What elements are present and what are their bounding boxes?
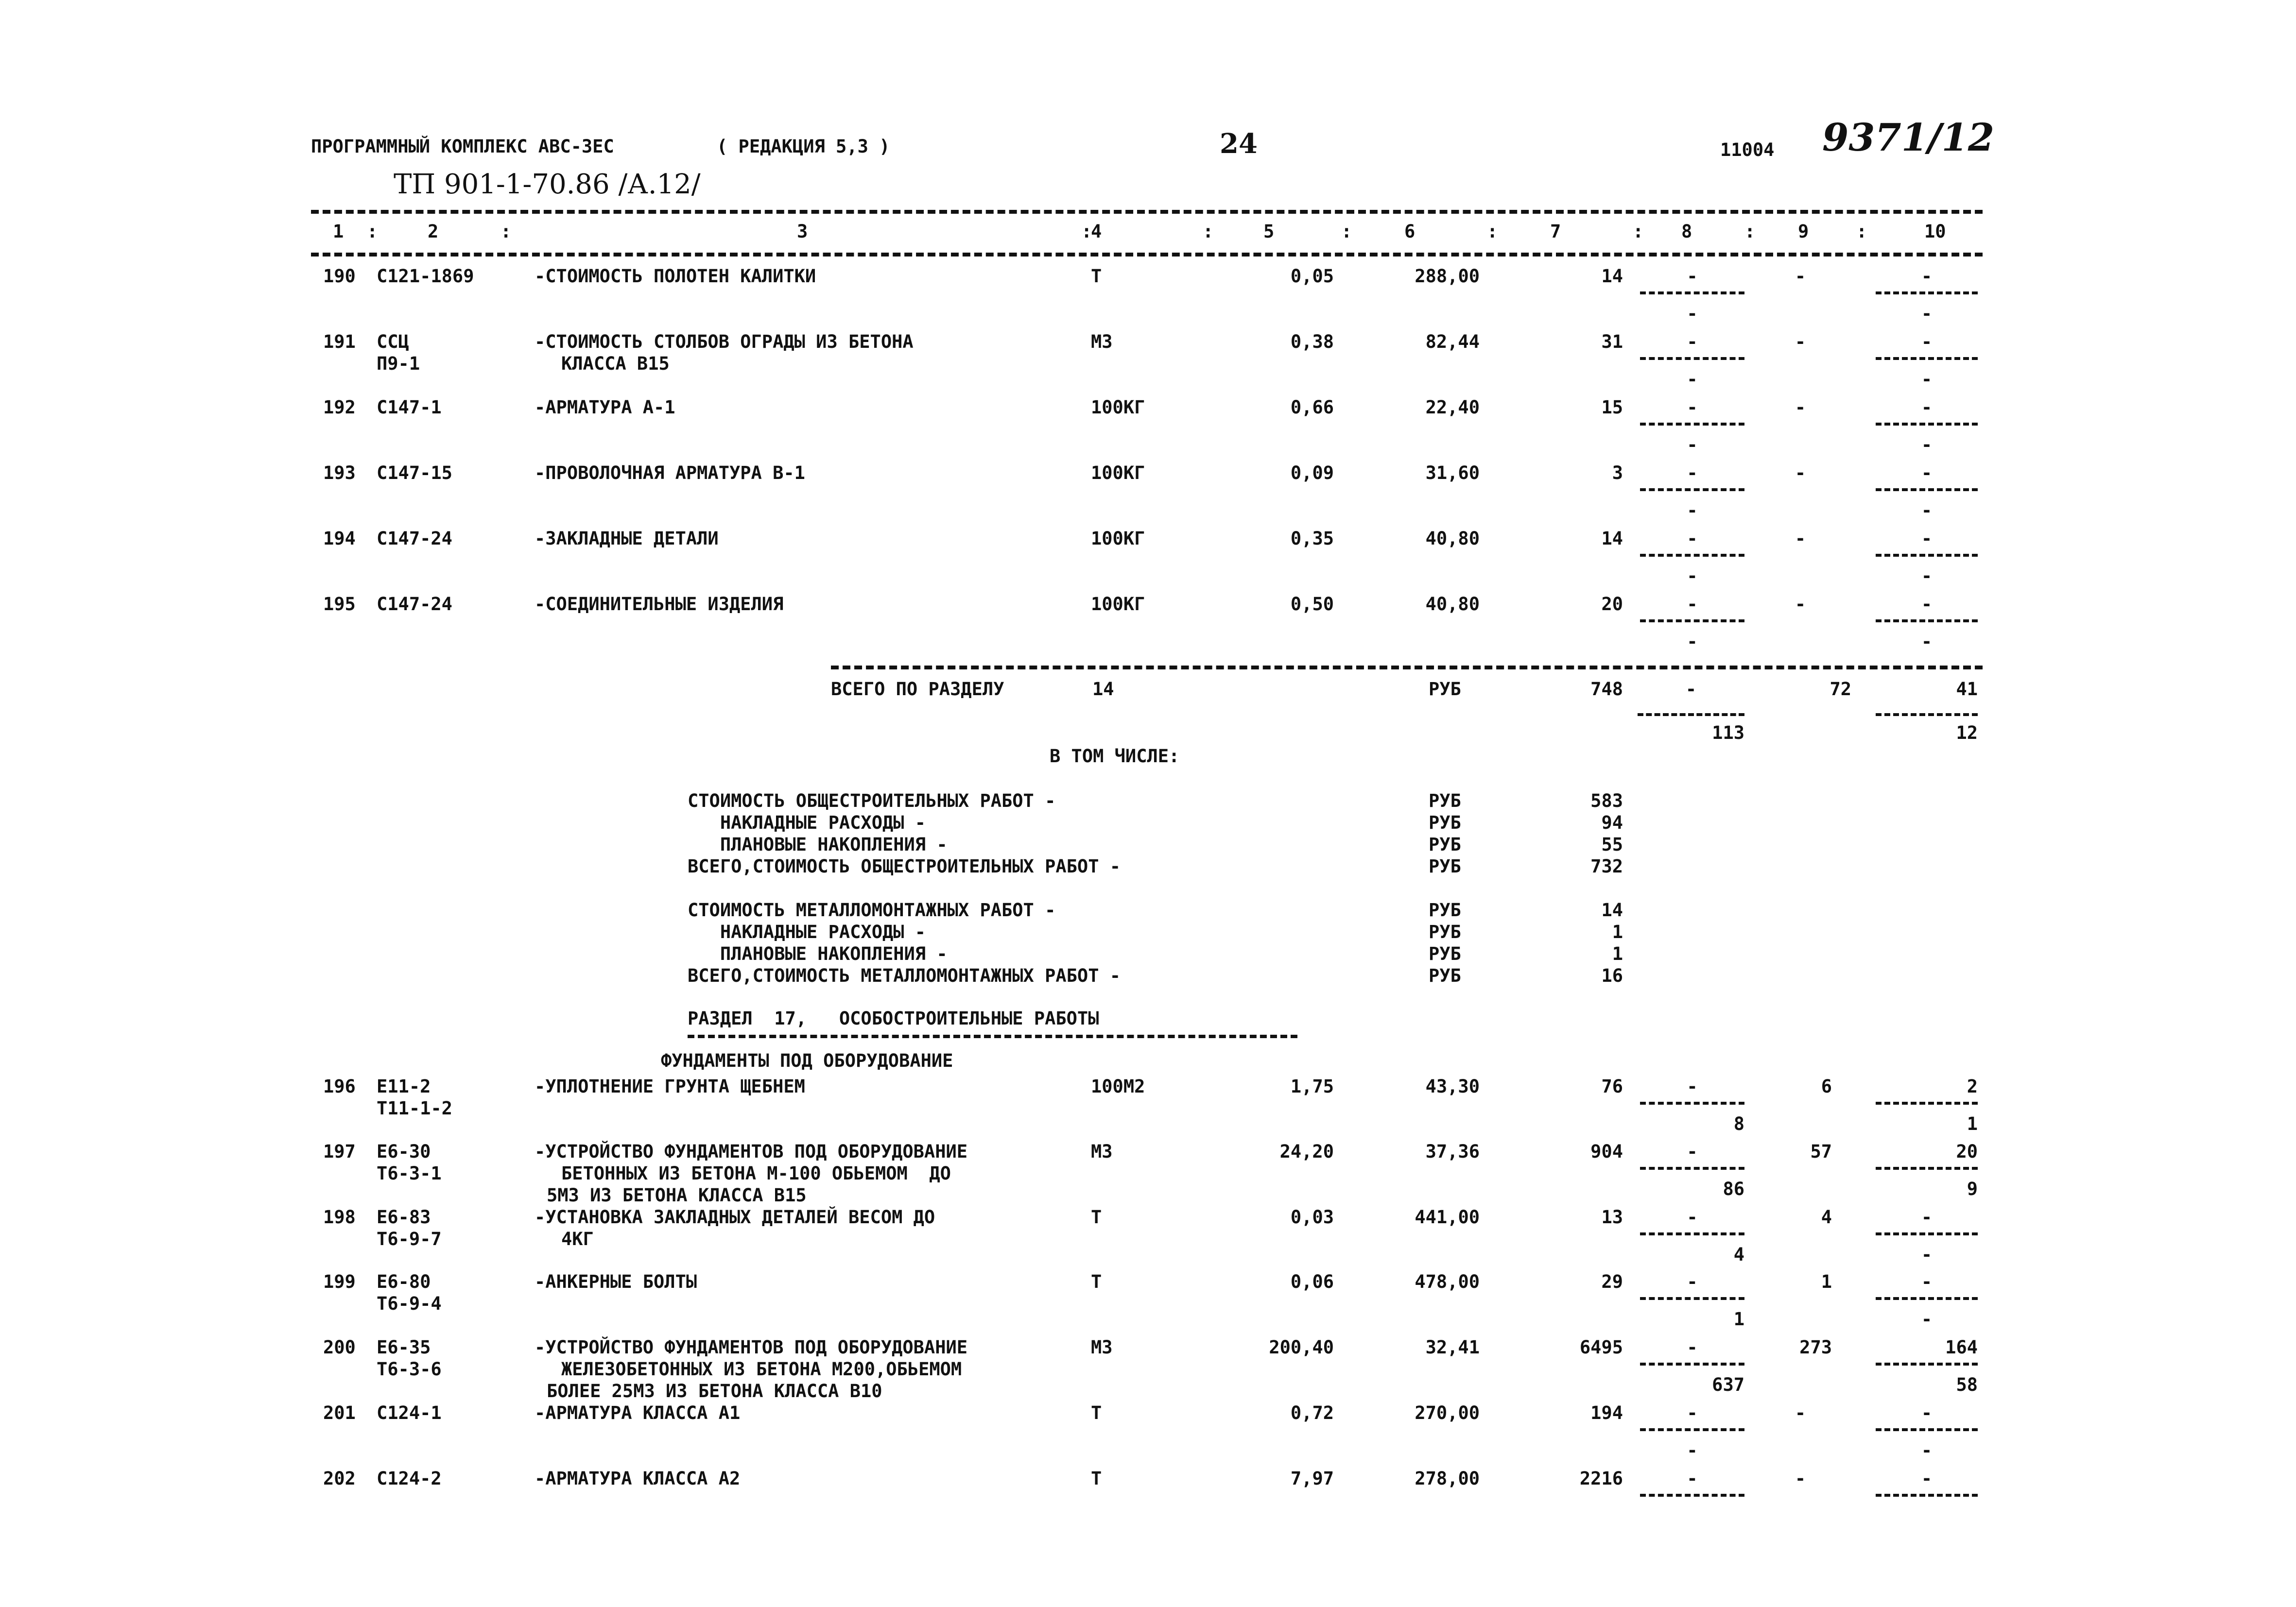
row-total: 29	[1601, 1271, 1623, 1292]
col8-separator	[1640, 423, 1744, 426]
summary-unit: РУБ	[1429, 834, 1461, 855]
row-description: -АРМАТУРА КЛАССА А2	[535, 1468, 741, 1489]
row-description-cont: БОЛЕЕ 25М3 ИЗ БЕТОНА КЛАССА В10	[547, 1381, 882, 1402]
summary-unit: РУБ	[1429, 922, 1461, 942]
doc-code: 11004	[1720, 139, 1775, 160]
row-col9: -	[1795, 1402, 1806, 1423]
row-code-secondary: Т6-9-4	[377, 1293, 442, 1314]
col10-separator	[1876, 1297, 1978, 1300]
row-col10-lower: -	[1921, 565, 1933, 586]
row-number: 198	[323, 1207, 356, 1228]
header-rule-bottom	[311, 253, 1983, 256]
row-description: -ПРОВОЛОЧНАЯ АРМАТУРА В-1	[535, 462, 805, 483]
row-unit: М3	[1091, 1337, 1113, 1358]
column-separator: :	[367, 221, 378, 242]
row-total: 15	[1601, 397, 1623, 418]
column-number: 1	[333, 221, 344, 242]
summary-label: СТОИМОСТЬ ОБЩЕСТРОИТЕЛЬНЫХ РАБОТ -	[688, 790, 1056, 811]
summary-label: ВСЕГО,СТОИМОСТЬ МЕТАЛЛОМОНТАЖНЫХ РАБОТ -	[688, 965, 1121, 986]
row-unit: 100КГ	[1091, 397, 1145, 418]
row-unit: М3	[1091, 1141, 1113, 1162]
row-description: -АНКЕРНЫЕ БОЛТЫ	[535, 1271, 697, 1292]
summary-value: 1	[1612, 943, 1623, 964]
total-c8-dash	[1638, 713, 1744, 716]
row-col9: -	[1795, 1468, 1806, 1489]
col8-separator	[1640, 1363, 1744, 1366]
row-col8-lower: 4	[1733, 1244, 1744, 1265]
row-code: Е6-80	[377, 1271, 431, 1292]
row-code-secondary: Т6-3-1	[377, 1163, 442, 1184]
row-description: -СТОИМОСТЬ ПОЛОТЕН КАЛИТКИ	[535, 266, 816, 287]
row-unit: М3	[1091, 331, 1113, 352]
row-col8: -	[1687, 1207, 1698, 1228]
summary-value: 583	[1590, 790, 1623, 811]
handwritten-number: 9371/12	[1822, 116, 1995, 160]
row-col10-lower: -	[1921, 1244, 1933, 1265]
row-number: 191	[323, 331, 356, 352]
summary-label: НАКЛАДНЫЕ РАСХОДЫ -	[688, 812, 926, 833]
row-number: 202	[323, 1468, 356, 1489]
col8-separator	[1640, 1494, 1744, 1497]
column-separator: :	[1744, 221, 1756, 242]
doc-reference: ТП 901-1-70.86 /А.12/	[394, 169, 701, 200]
summary-value: 1	[1612, 922, 1623, 942]
row-col9: -	[1795, 331, 1806, 352]
including-title: В ТОМ ЧИСЛЕ:	[1050, 746, 1180, 767]
col10-separator	[1876, 291, 1978, 294]
row-number: 194	[323, 528, 356, 549]
row-col8-lower: 86	[1723, 1179, 1744, 1199]
row-unit-price: 37,36	[1425, 1141, 1480, 1162]
section-total-sum: 748	[1590, 679, 1623, 700]
row-col9: 273	[1799, 1337, 1832, 1358]
row-description: -АРМАТУРА А-1	[535, 397, 675, 418]
row-code: Е6-83	[377, 1207, 431, 1228]
row-quantity: 1,75	[1290, 1076, 1334, 1097]
section-total-label: ВСЕГО ПО РАЗДЕЛУ	[831, 679, 1004, 700]
row-col9: 6	[1821, 1076, 1832, 1097]
row-quantity: 0,03	[1290, 1207, 1334, 1228]
row-description: -УСТРОЙСТВО ФУНДАМЕНТОВ ПОД ОБОРУДОВАНИЕ	[535, 1337, 968, 1358]
row-col8-lower: -	[1687, 565, 1698, 586]
col8-separator	[1640, 488, 1744, 491]
row-unit-price: 43,30	[1425, 1076, 1480, 1097]
row-col8: -	[1687, 1271, 1698, 1292]
row-col8-lower: -	[1687, 500, 1698, 521]
row-quantity: 0,66	[1290, 397, 1334, 418]
row-quantity: 0,35	[1290, 528, 1334, 549]
column-number: 10	[1924, 221, 1946, 242]
row-col8: -	[1687, 1468, 1698, 1489]
row-col10: -	[1921, 397, 1933, 418]
row-quantity: 0,09	[1290, 462, 1334, 483]
row-total: 2216	[1579, 1468, 1623, 1489]
column-separator: :	[1633, 221, 1644, 242]
row-code: С147-15	[377, 462, 452, 483]
column-number: 7	[1550, 221, 1561, 242]
row-col10-lower: -	[1921, 1309, 1933, 1330]
summary-label: ПЛАНОВЫЕ НАКОПЛЕНИЯ -	[688, 943, 948, 964]
row-unit-price: 22,40	[1425, 397, 1480, 418]
row-description: -СОЕДИНИТЕЛЬНЫЕ ИЗДЕЛИЯ	[535, 594, 784, 615]
row-number: 195	[323, 594, 356, 615]
row-code: С147-24	[377, 594, 452, 615]
row-number: 192	[323, 397, 356, 418]
col8-separator	[1640, 1102, 1744, 1105]
row-total: 6495	[1579, 1337, 1623, 1358]
row-col8: -	[1687, 462, 1698, 483]
section-17-rule	[688, 1035, 1297, 1038]
summary-value: 94	[1601, 812, 1623, 833]
row-col9: 57	[1810, 1141, 1832, 1162]
col8-separator	[1640, 357, 1744, 360]
row-col8-lower: -	[1687, 1440, 1698, 1461]
row-col8: -	[1687, 594, 1698, 615]
col10-separator	[1876, 357, 1978, 360]
row-code: С147-1	[377, 397, 442, 418]
row-number: 196	[323, 1076, 356, 1097]
row-number: 190	[323, 266, 356, 287]
summary-value: 732	[1590, 856, 1623, 877]
row-col10-lower: 1	[1967, 1113, 1978, 1134]
row-code: С147-24	[377, 528, 452, 549]
row-col8-lower: -	[1687, 303, 1698, 324]
column-separator: :	[1081, 221, 1092, 242]
row-unit: Т	[1091, 1271, 1102, 1292]
summary-unit: РУБ	[1429, 790, 1461, 811]
col8-separator	[1640, 1167, 1744, 1170]
summary-unit: РУБ	[1429, 943, 1461, 964]
summary-value: 55	[1601, 834, 1623, 855]
row-unit-price: 288,00	[1415, 266, 1480, 287]
row-col8-lower: -	[1687, 434, 1698, 455]
row-col10: -	[1921, 462, 1933, 483]
row-unit-price: 32,41	[1425, 1337, 1480, 1358]
row-unit-price: 82,44	[1425, 331, 1480, 352]
summary-unit: РУБ	[1429, 965, 1461, 986]
col10-separator	[1876, 1102, 1978, 1105]
row-col9: -	[1795, 594, 1806, 615]
row-unit: Т	[1091, 1207, 1102, 1228]
row-description-cont: 4КГ	[561, 1229, 594, 1249]
row-description-cont: БЕТОННЫХ ИЗ БЕТОНА М-100 ОБЬЕМОМ ДО	[561, 1163, 951, 1184]
total-c10-dash	[1876, 713, 1978, 716]
section-total-c10b: 12	[1956, 722, 1978, 743]
column-number: 2	[428, 221, 439, 242]
column-separator: :	[1856, 221, 1867, 242]
column-separator: :	[1487, 221, 1498, 242]
row-description: -АРМАТУРА КЛАССА А1	[535, 1402, 741, 1423]
row-description-cont: ЖЕЛЕЗОБЕТОННЫХ ИЗ БЕТОНА М200,ОБЬЕМОМ	[561, 1359, 962, 1380]
row-description: -ЗАКЛАДНЫЕ ДЕТАЛИ	[535, 528, 719, 549]
row-description-cont: 5М3 ИЗ БЕТОНА КЛАССА В15	[547, 1185, 807, 1206]
row-unit: 100КГ	[1091, 594, 1145, 615]
column-number: 4	[1091, 221, 1102, 242]
row-code: С124-1	[377, 1402, 442, 1423]
section-17-title: РАЗДЕЛ 17, ОСОБОСТРОИТЕЛЬНЫЕ РАБОТЫ	[688, 1008, 1099, 1029]
row-unit-price: 278,00	[1415, 1468, 1480, 1489]
row-unit-price: 31,60	[1425, 462, 1480, 483]
col10-separator	[1876, 423, 1978, 426]
row-description-cont: КЛАССА В15	[561, 353, 670, 374]
row-col9: 1	[1821, 1271, 1832, 1292]
row-description: -УСТРОЙСТВО ФУНДАМЕНТОВ ПОД ОБОРУДОВАНИЕ	[535, 1141, 968, 1162]
summary-label: НАКЛАДНЫЕ РАСХОДЫ -	[688, 922, 926, 942]
row-col10: -	[1921, 594, 1933, 615]
row-col10: -	[1921, 1402, 1933, 1423]
row-col9: 4	[1821, 1207, 1832, 1228]
row-unit-price: 40,80	[1425, 528, 1480, 549]
row-col8: -	[1687, 1337, 1698, 1358]
row-col8: -	[1687, 1076, 1698, 1097]
section-total-c4: 14	[1092, 679, 1114, 700]
section-total-c8b: 113	[1712, 722, 1744, 743]
row-col10-lower: 58	[1956, 1374, 1978, 1395]
row-quantity: 24,20	[1279, 1141, 1334, 1162]
column-number: 5	[1263, 221, 1275, 242]
row-col8: -	[1687, 528, 1698, 549]
summary-unit: РУБ	[1429, 900, 1461, 921]
row-col8: -	[1687, 1141, 1698, 1162]
row-number: 201	[323, 1402, 356, 1423]
row-col8-lower: -	[1687, 631, 1698, 652]
row-code-secondary: Т6-9-7	[377, 1229, 442, 1249]
row-code: Е6-30	[377, 1141, 431, 1162]
row-total: 31	[1601, 331, 1623, 352]
row-unit: Т	[1091, 1402, 1102, 1423]
row-col10: 2	[1967, 1076, 1978, 1097]
row-quantity: 0,06	[1290, 1271, 1334, 1292]
row-total: 194	[1590, 1402, 1623, 1423]
col8-separator	[1640, 1428, 1744, 1431]
row-col10: -	[1921, 1468, 1933, 1489]
row-col10: -	[1921, 528, 1933, 549]
row-code: С121-1869	[377, 266, 474, 287]
row-quantity: 0,05	[1290, 266, 1334, 287]
row-col8: -	[1687, 266, 1698, 287]
summary-label: ВСЕГО,СТОИМОСТЬ ОБЩЕСТРОИТЕЛЬНЫХ РАБОТ -	[688, 856, 1121, 877]
program-name: ПРОГРАММНЫЙ КОМПЛЕКС АВС-ЗЕС	[311, 136, 614, 157]
row-number: 199	[323, 1271, 356, 1292]
summary-value: 16	[1601, 965, 1623, 986]
summary-unit: РУБ	[1429, 856, 1461, 877]
row-col8: -	[1687, 331, 1698, 352]
row-col10-lower: -	[1921, 434, 1933, 455]
row-code-secondary: Т11-1-2	[377, 1098, 452, 1119]
row-number: 200	[323, 1337, 356, 1358]
row-col8: -	[1687, 1402, 1698, 1423]
summary-unit: РУБ	[1429, 812, 1461, 833]
column-separator: :	[1203, 221, 1214, 242]
row-total: 3	[1612, 462, 1623, 483]
col8-separator	[1640, 619, 1744, 622]
col10-separator	[1876, 1167, 1978, 1170]
row-number: 197	[323, 1141, 356, 1162]
col8-separator	[1640, 1297, 1744, 1300]
col10-separator	[1876, 1232, 1978, 1235]
summary-value: 14	[1601, 900, 1623, 921]
column-separator: :	[501, 221, 512, 242]
summary-label: СТОИМОСТЬ МЕТАЛЛОМОНТАЖНЫХ РАБОТ -	[688, 900, 1056, 921]
row-code: С124-2	[377, 1468, 442, 1489]
row-col9: -	[1795, 528, 1806, 549]
row-quantity: 0,50	[1290, 594, 1334, 615]
row-quantity: 0,72	[1290, 1402, 1334, 1423]
row-total: 904	[1590, 1141, 1623, 1162]
row-col10: -	[1921, 1207, 1933, 1228]
row-unit: Т	[1091, 1468, 1102, 1489]
column-separator: :	[1341, 221, 1352, 242]
col8-separator	[1640, 1232, 1744, 1235]
row-unit-price: 478,00	[1415, 1271, 1480, 1292]
row-col10-lower: -	[1921, 500, 1933, 521]
row-code-secondary: Т6-3-6	[377, 1359, 442, 1380]
row-total: 14	[1601, 266, 1623, 287]
header-rule-top	[311, 210, 1983, 214]
total-rule	[831, 666, 1983, 669]
edition-label: ( РЕДАКЦИЯ 5,3 )	[717, 136, 890, 157]
row-number: 193	[323, 462, 356, 483]
summary-label: ПЛАНОВЫЕ НАКОПЛЕНИЯ -	[688, 834, 948, 855]
row-total: 14	[1601, 528, 1623, 549]
row-col9: -	[1795, 397, 1806, 418]
row-code: Е6-35	[377, 1337, 431, 1358]
section-total-unit: РУБ	[1429, 679, 1461, 700]
row-col10-lower: -	[1921, 631, 1933, 652]
row-col10: 164	[1945, 1337, 1978, 1358]
row-col10: -	[1921, 1271, 1933, 1292]
row-unit: 100КГ	[1091, 462, 1145, 483]
row-unit: 100М2	[1091, 1076, 1145, 1097]
row-col8-lower: 637	[1712, 1374, 1744, 1395]
row-quantity: 200,40	[1269, 1337, 1334, 1358]
column-number: 9	[1798, 221, 1809, 242]
row-total: 76	[1601, 1076, 1623, 1097]
row-col10: -	[1921, 331, 1933, 352]
row-description: -УПЛОТНЕНИЕ ГРУНТА ЩЕБНЕМ	[535, 1076, 805, 1097]
row-code: Е11-2	[377, 1076, 431, 1097]
row-description: -УСТАНОВКА ЗАКЛАДНЫХ ДЕТАЛЕЙ ВЕСОМ ДО	[535, 1207, 935, 1228]
row-col10: 20	[1956, 1141, 1978, 1162]
col10-separator	[1876, 1363, 1978, 1366]
row-col9: -	[1795, 462, 1806, 483]
row-total: 20	[1601, 594, 1623, 615]
col10-separator	[1876, 554, 1978, 557]
row-unit-price: 40,80	[1425, 594, 1480, 615]
col10-separator	[1876, 619, 1978, 622]
row-col8: -	[1687, 397, 1698, 418]
column-number: 6	[1404, 221, 1416, 242]
section-total-c9: 72	[1830, 679, 1851, 700]
row-col10: -	[1921, 266, 1933, 287]
row-col10-lower: -	[1921, 1440, 1933, 1461]
row-col10-lower: -	[1921, 369, 1933, 390]
section-17-subtitle: ФУНДАМЕНТЫ ПОД ОБОРУДОВАНИЕ	[661, 1050, 953, 1071]
row-col8-lower: 8	[1733, 1113, 1744, 1134]
row-col10-lower: 9	[1967, 1179, 1978, 1199]
col10-separator	[1876, 488, 1978, 491]
section-total-c8: -	[1685, 679, 1697, 700]
col8-separator	[1640, 291, 1744, 294]
column-number: 8	[1681, 221, 1692, 242]
section-total-c10: 41	[1956, 679, 1978, 700]
row-col8-lower: -	[1687, 369, 1698, 390]
row-unit-price: 270,00	[1415, 1402, 1480, 1423]
col8-separator	[1640, 554, 1744, 557]
col10-separator	[1876, 1428, 1978, 1431]
row-total: 13	[1601, 1207, 1623, 1228]
row-code-secondary: П9-1	[377, 353, 420, 374]
page-number: 24	[1220, 128, 1258, 160]
row-unit-price: 441,00	[1415, 1207, 1480, 1228]
row-unit: Т	[1091, 266, 1102, 287]
col10-separator	[1876, 1494, 1978, 1497]
row-unit: 100КГ	[1091, 528, 1145, 549]
row-quantity: 7,97	[1290, 1468, 1334, 1489]
row-code: ССЦ	[377, 331, 409, 352]
column-number: 3	[797, 221, 808, 242]
row-col9: -	[1795, 266, 1806, 287]
row-description: -СТОИМОСТЬ СТОЛБОВ ОГРАДЫ ИЗ БЕТОНА	[535, 331, 914, 352]
row-col8-lower: 1	[1733, 1309, 1744, 1330]
row-col10-lower: -	[1921, 303, 1933, 324]
row-quantity: 0,38	[1290, 331, 1334, 352]
